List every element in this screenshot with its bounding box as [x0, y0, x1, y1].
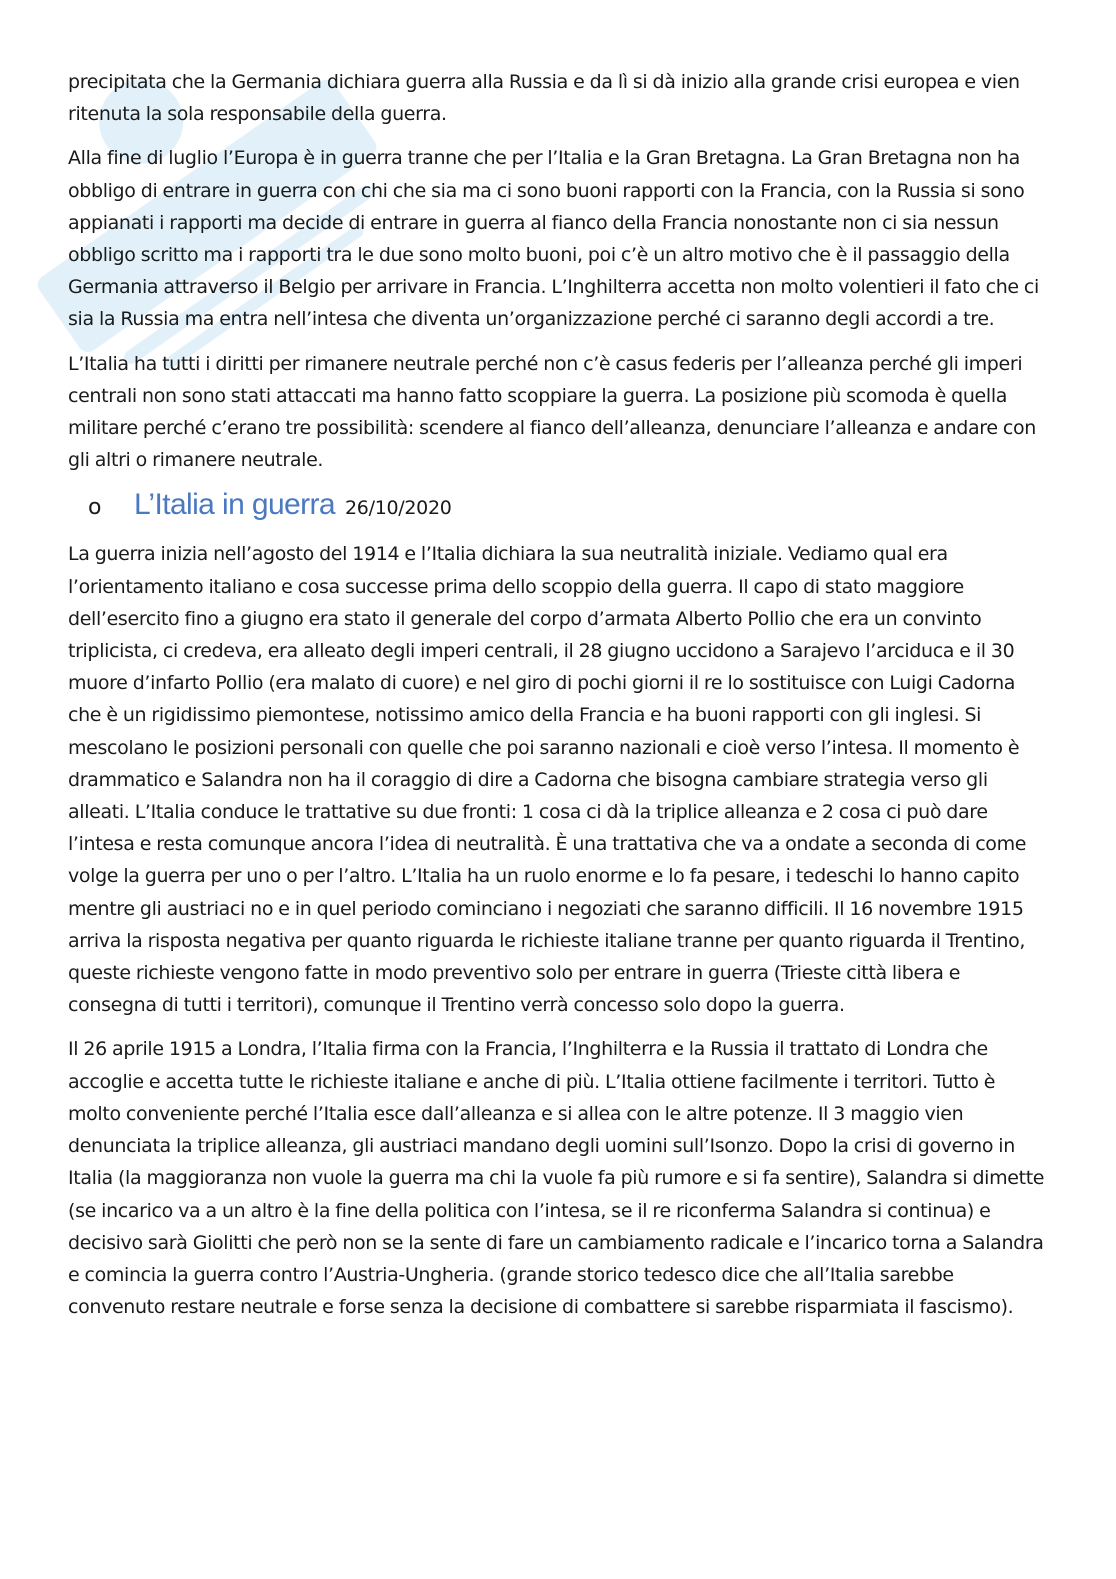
- paragraph: La guerra inizia nell’agosto del 1914 e l’Italia dichiara la sua neutralità iniziale. Vediamo qual era l’orientamento italiano e cosa successe prima dello scoppio della guerra. Il capo di stato maggiore dell’esercito fino a giugno era stato il generale del corpo d’armata Alberto Pollio che era un convinto triplicista, ci credeva, era alleato degli imperi centrali, il 28 giugno uccidono a Sarajevo l’arciduca e il 30 muore d’infarto Pollio (era malato di cuore) e nel giro di pochi giorni il re lo sostituisce con Luigi Cadorna che è un rigidissimo piemontese, notissimo amico della Francia e ha buoni rapporti con gli inglesi. Si mescolano le posizioni personali con quelle che poi saranno nazionali e cioè verso l’intesa. Il momento è drammatico e Salandra non ha il coraggio di dire a Cadorna che bisogna cambiare strategia verso gli alleati. L’Italia conduce le trattative su due fronti: 1 cosa ci dà la triplice alleanza e 2 cosa ci può dare l’intesa e resta comunque ancora l’idea di neutralità. È una trattativa che va a ondate a seconda di come volge la guerra per uno o per l’altro. L’Italia ha un ruolo enorme e lo fa pesare, i tedeschi lo hanno capito mentre gli austriaci no e in quel periodo cominciano i negoziati che saranno difficili. Il 16 novembre 1915 arriva la risposta negativa per quanto riguarda le richieste italiane tranne per quanto riguarda il Trentino, queste richieste vengono fatte in modo preventivo solo per entrare in guerra (Trieste città libera e consegna di tutti i territori), comunque il Trentino verrà concesso solo dopo la guerra.: [68, 543, 1027, 1017]
- paragraph: L’Italia ha tutti i diritti per rimanere neutrale perché non c’è casus federis per l’alleanza perché gli imperi centrali non sono stati attaccati ma hanno fatto scoppiare la guerra. La posizione più scomoda è quella militare perché c’erano tre possibilità: scendere al fianco dell’alleanza, denunciare l’alleanza e andare con gli altri o rimanere neutrale.: [68, 352, 1036, 472]
- document-page: [68, 66, 1046, 1335]
- section-title: L’Italia in guerra: [134, 488, 336, 522]
- paragraph: Alla fine di luglio l’Europa è in guerra tranne che per l’Italia e la Gran Bretagna. La Gran Bretagna non ha obbligo di entrare in guerra con chi che sia ma ci sono buoni rapporti con la Francia, con la Russia si sono appianati i rapporti ma decide di entrare in guerra al fianco della Francia nonostante non ci sia nessun obbligo scritto ma i rapporti tra le due sono molto buoni, poi c’è un altro motivo che è il passaggio della Germania attraverso il Belgio per arrivare in Francia. L’Inghilterra accetta non molto volentieri il fato che ci sia la Russia ma entra nell’intesa che diventa un’organizzazione perché ci saranno degli accordi a tre.: [68, 147, 1039, 331]
- paragraph: precipitata che la Germania dichiara guerra alla Russia e da lì si dà inizio alla grande crisi europea e vien ritenuta la sola responsabile della guerra.: [68, 71, 1020, 126]
- paragraph: Il 26 aprile 1915 a Londra, l’Italia firma con la Francia, l’Inghilterra e la Russia il trattato di Londra che accoglie e accetta tutte le richieste italiane e anche di più. L’Italia ottiene facilmente i territori. Tutto è molto conveniente perché l’Italia esce dall’alleanza e si allea con le altre potenze. Il 3 maggio vien denunciata la triplice alleanza, gli austriaci mandano degli uomini sull’Isonzo. Dopo la crisi di governo in Italia (la maggioranza non vuole la guerra ma chi la vuole fa più rumore e si fa sentire), Salandra si dimette (se incarico va a un altro è la fine della politica con l’intesa, se il re riconferma Salandra si continua) e decisivo sarà Giolitti che però non se la sente di fare un cambiamento radicale e l’incarico torna a Salandra e comincia la guerra contro l’Austria-Ungheria. (grande storico tedesco dice che all’Italia sarebbe convenuto restare neutrale e forse senza la decisione di combattere si sarebbe risparmiata il fascismo).: [68, 1038, 1045, 1319]
- section-date: 26/10/2020: [345, 497, 452, 520]
- section-heading: [88, 488, 1046, 532]
- bullet-marker: o: [88, 495, 102, 521]
